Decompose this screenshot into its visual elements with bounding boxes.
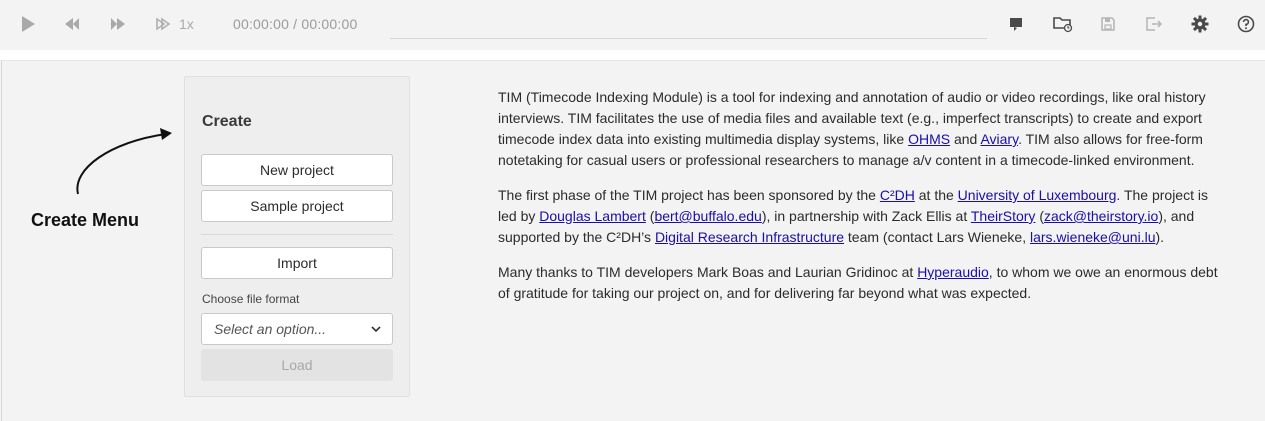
skip-forward-icon[interactable]	[108, 14, 128, 34]
text-span: The first phase of the TIM project has been sponsored by the	[498, 187, 880, 203]
playback-speed[interactable]: 1x	[179, 16, 194, 32]
link-hyperaudio[interactable]: Hyperaudio	[917, 264, 989, 280]
toolbar-separator	[0, 50, 1265, 60]
text-span: team (contact Lars Wieneke,	[844, 229, 1030, 245]
link-dri[interactable]: Digital Research Infrastructure	[654, 229, 845, 245]
open-folder-icon[interactable]	[1052, 14, 1074, 34]
text-span: . TIM also allows for free-form notetaking for casual users or professional researchers to manage a/v content in a timecode-linked environment.	[498, 131, 1203, 168]
annotation-label: Create Menu	[31, 210, 140, 230]
panel-divider	[201, 234, 393, 235]
text-span: TIM (Timecode Indexing Module) is a tool for indexing and annotation of audio or video recordings, like oral history interviews. TIM facilitates the use of media files and available text (e.g., imperfect transcripts) to create and export timecode index data into existing multimedia display systems, like	[498, 89, 1206, 147]
stamp-icon[interactable]	[1006, 14, 1026, 34]
chevron-down-icon	[370, 323, 382, 335]
text-span: and	[950, 131, 981, 147]
sample-project-button[interactable]: Sample project	[201, 190, 393, 222]
link-douglas-lambert[interactable]: Douglas Lambert	[539, 208, 646, 224]
player-toolbar	[0, 0, 1265, 50]
gear-icon[interactable]	[1190, 14, 1210, 34]
timecode-display: 00:00:00 / 00:00:00	[233, 16, 358, 32]
about-paragraph-3	[498, 262, 1228, 304]
text-span: Many thanks to TIM developers Mark Boas and Laurian Gridinoc at	[498, 264, 918, 280]
progress-scrubber[interactable]	[390, 38, 987, 39]
about-paragraph-2	[498, 185, 1228, 248]
link-bert-email[interactable]: bert@buffalo.edu	[654, 208, 762, 224]
about-text	[498, 87, 1228, 318]
text-span: ), in partnership with Zack Ellis at	[761, 208, 971, 224]
text-span: , to whom we owe an enormous debt of gratitude for taking our project on, and for delivering far beyond what was expected.	[498, 264, 1218, 301]
panel-title: Create	[202, 113, 252, 130]
help-icon[interactable]	[1236, 14, 1256, 34]
create-panel	[184, 76, 410, 397]
link-university[interactable]: University of Luxembourg	[957, 187, 1117, 203]
skip-back-icon[interactable]	[62, 14, 82, 34]
text-span: at the	[914, 187, 958, 203]
link-ohms[interactable]: OHMS	[908, 131, 951, 147]
file-format-select[interactable]	[201, 313, 393, 345]
import-button[interactable]: Import	[201, 247, 393, 279]
link-zack-email[interactable]: zack@theirstory.io	[1044, 208, 1159, 224]
text-span: ).	[1155, 229, 1165, 245]
text-span: ), and supported by the C²DH’s	[498, 208, 1195, 245]
text-span: (	[1035, 208, 1044, 224]
text-span: . The project is led by	[498, 187, 1208, 224]
export-icon[interactable]	[1144, 14, 1164, 34]
save-icon[interactable]	[1098, 14, 1118, 34]
file-format-label: Choose file format	[202, 292, 300, 306]
link-c2dh[interactable]: C²DH	[879, 187, 915, 203]
link-aviary[interactable]: Aviary	[980, 131, 1019, 147]
new-project-button[interactable]: New project	[201, 154, 393, 186]
load-button[interactable]: Load	[201, 349, 393, 381]
link-theirstory[interactable]: TheirStory	[970, 208, 1036, 224]
text-span: (	[645, 208, 655, 224]
speed-icon[interactable]	[154, 14, 174, 34]
select-placeholder: Select an option...	[214, 321, 327, 337]
link-lars-email[interactable]: lars.wieneke@uni.lu	[1029, 229, 1156, 245]
about-paragraph-1	[498, 87, 1228, 171]
play-icon[interactable]	[18, 14, 38, 34]
annotation-arrow-icon	[70, 124, 180, 204]
